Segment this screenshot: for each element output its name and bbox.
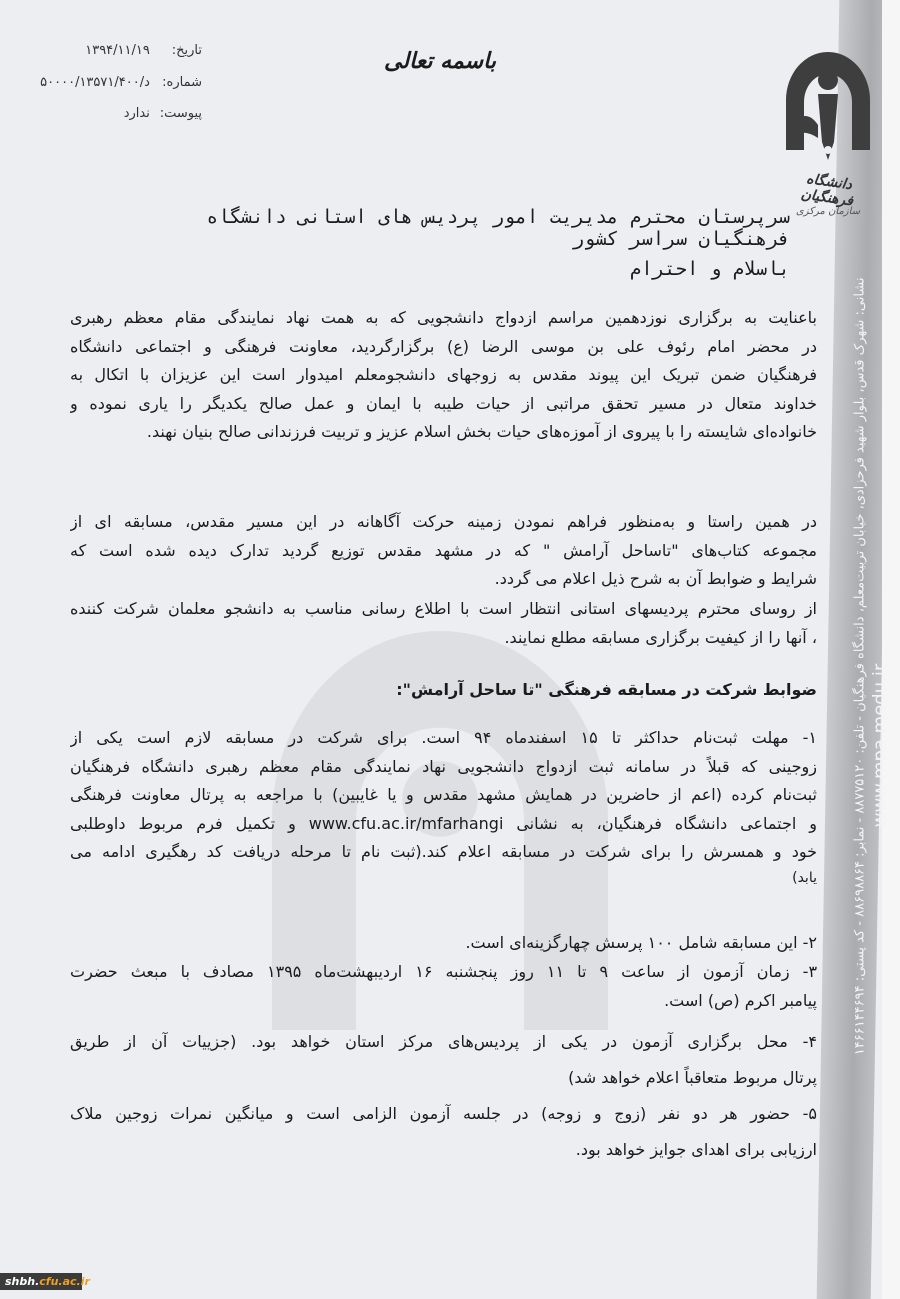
badge-domain: cfu.ac.ir bbox=[39, 1275, 90, 1288]
attachment-label: پیوست: bbox=[159, 106, 202, 121]
logo-emblem-icon bbox=[778, 30, 878, 170]
paragraph-line: در همین راستا و به‌منظور فراهم نمودن زمینه حرکت آگاهانه در این مسیر مقدس، مسابقه ای از bbox=[70, 512, 817, 531]
rule-line: ارزیابی برای اهدای جوایز خواهد بود. bbox=[575, 1140, 817, 1159]
letter-attachment bbox=[2, 106, 202, 121]
attachment-value: ندارد bbox=[123, 106, 150, 121]
bismillah-heading: باسمه تعالی bbox=[384, 48, 496, 74]
paragraph-line: باعنایت به برگزاری نوزدهمین مراسم ازدواج دانشجویی که به همت نهاد نمایندگی مقام معظم رهبری bbox=[70, 308, 817, 327]
source-badge bbox=[0, 1273, 90, 1290]
letter-number bbox=[2, 75, 202, 90]
paragraph-line: در محضر امام رئوف علی بن موسی الرضا (ع) برگزارگردید، معاونت فرهنگی و اجتماعی دانشگاه bbox=[70, 336, 817, 356]
addressee bbox=[207, 206, 790, 250]
number-label: شماره: bbox=[162, 75, 202, 90]
paragraph-2 bbox=[70, 508, 817, 594]
date-value: ۱۳۹۴/۱۱/۱۹ bbox=[85, 43, 150, 58]
sidebar-website: www.mpa.medu.ir bbox=[869, 663, 891, 828]
rule-line: ۳- زمان آزمون از ساعت ۹ تا ۱۱ روز پنجشنبه ۱۶ اردیبهشت‌ماه ۱۳۹۵ مصادف با مبعث حضرت bbox=[70, 962, 817, 981]
addressee-line-1: سرپرستان محترم مدیریت امور پردیس های استانی دانشگاه bbox=[206, 206, 790, 228]
paragraph-line: مجموعه کتاب‌های "تاساحل آرامش " که در مشهد مقدس توزیع گردید تدارک دیده شده است که bbox=[70, 540, 817, 560]
addressee-line-2: فرهنگیان سراسر کشور bbox=[572, 228, 790, 250]
rule-line: و اجتماعی دانشگاه فرهنگیان، به نشانی www.cfu.ac.ir/mfarhangi و تکمیل فرم مربوط داوطلبی bbox=[70, 813, 817, 833]
rule-item-5 bbox=[70, 1100, 817, 1165]
badge-prefix: shbh. bbox=[5, 1275, 40, 1288]
greeting: باسلام و احترام bbox=[629, 258, 790, 280]
rule-line: ثبت‌نام کرده (اعم از حاضرین در همایش مشهد مقدس و یا غایبین) با مراجعه به پرتال معاونت فرهنگی bbox=[70, 785, 817, 804]
paragraph-line: فرهنگیان ضمن تبریک این پیوند مقدس به زوجهای دانشجومعلم امیدوار است این عزیزان با اتکال به bbox=[70, 365, 817, 384]
rule-item-2 bbox=[70, 929, 817, 958]
sidebar-address: نشانی: شهرک قدس، بلوار شهید فرحزادی، خیابان تربیت‌معلم، دانشگاه فرهنگیان - تلفن: ۸۸۷۷۵۱۲۰ - نمابر: ۸۸۶۹۸۸۶۴ - کد پستی: ۱۴۶۶۱۴۴۶۹۴ bbox=[852, 277, 868, 1056]
paragraph-line: از روسای محترم پردیسهای استانی انتظار است با اطلاع رسانی مناسب به دانشجو معلمان شرکت کننده bbox=[70, 599, 817, 618]
letter-date bbox=[2, 43, 202, 58]
rule-line: زوجینی که قبلاً در سامانه ثبت ازدواج دانشجویی نهاد نمایندگی مقام معظم رهبری دانشگاه فرهنگیان bbox=[70, 756, 817, 776]
rule-line: پرتال مربوط متعاقباً اعلام خواهد شد) bbox=[568, 1068, 817, 1087]
rule-line: یابد) bbox=[792, 869, 817, 886]
logo-text: دانشگاه فرهنگیان bbox=[799, 170, 855, 210]
paragraph-line: خانواده‌ای شایسته را با پیروی از آموزه‌های حیات بخش اسلام عزیز و تربیت فرزندانی صالح بنیان نهند. bbox=[146, 422, 817, 441]
rule-line: ۱- مهلت ثبت‌نام حداکثر تا ۱۵ اسفندماه ۹۴ است. برای شرکت در مسابقه لازم است یکی از bbox=[70, 728, 817, 747]
logo-subtext: سازمان مرکزی bbox=[795, 206, 861, 217]
paragraph-line: شرایط و ضوابط آن به شرح ذیل اعلام می گردد. bbox=[494, 569, 817, 588]
paragraph-line: ، آنها را از کیفیت برگزاری مسابقه مطلع نمایند. bbox=[504, 627, 817, 647]
university-logo bbox=[778, 30, 878, 225]
rules-heading: ضوابط شرکت در مسابقه فرهنگی "تا ساحل آرامش": bbox=[396, 680, 817, 699]
paragraph-line: خداوند متعال در مسیر تحقق مراتبی از حیات طیبه با ایمان و عمل صالح یکدیگر را یاری نموده و bbox=[70, 393, 817, 413]
rule-item-3 bbox=[70, 958, 817, 1015]
rule-line: خود و همسرش را برای شرکت در مسابقه اعلام کند.(ثبت نام تا مرحله دریافت کد رهگیری ادامه می bbox=[70, 842, 817, 861]
date-label: تاریخ: bbox=[171, 43, 202, 58]
rule-line: ۵- حضور هر دو نفر (زوج و زوجه) در جلسه آزمون الزامی است و میانگین نمرات زوجین ملاک bbox=[70, 1104, 817, 1123]
paragraph-1 bbox=[70, 304, 817, 447]
paragraph-3 bbox=[70, 595, 817, 652]
rule-line: ۲- این مسابقه شامل ۱۰۰ پرسش چهارگزینه‌ای است. bbox=[465, 933, 817, 952]
rule-line: پیامبر اکرم (ص) است. bbox=[664, 990, 817, 1010]
rule-line: ۴- محل برگزاری آزمون در یکی از پردیس‌های مرکز استان خواهد بود. (جزییات آن از طریق bbox=[70, 1032, 817, 1051]
rule-item-4 bbox=[70, 1028, 817, 1093]
rule-item-1 bbox=[70, 724, 817, 889]
number-value: د/۵۰۰۰۰/۱۳۵۷۱/۴۰۰ bbox=[40, 75, 150, 90]
